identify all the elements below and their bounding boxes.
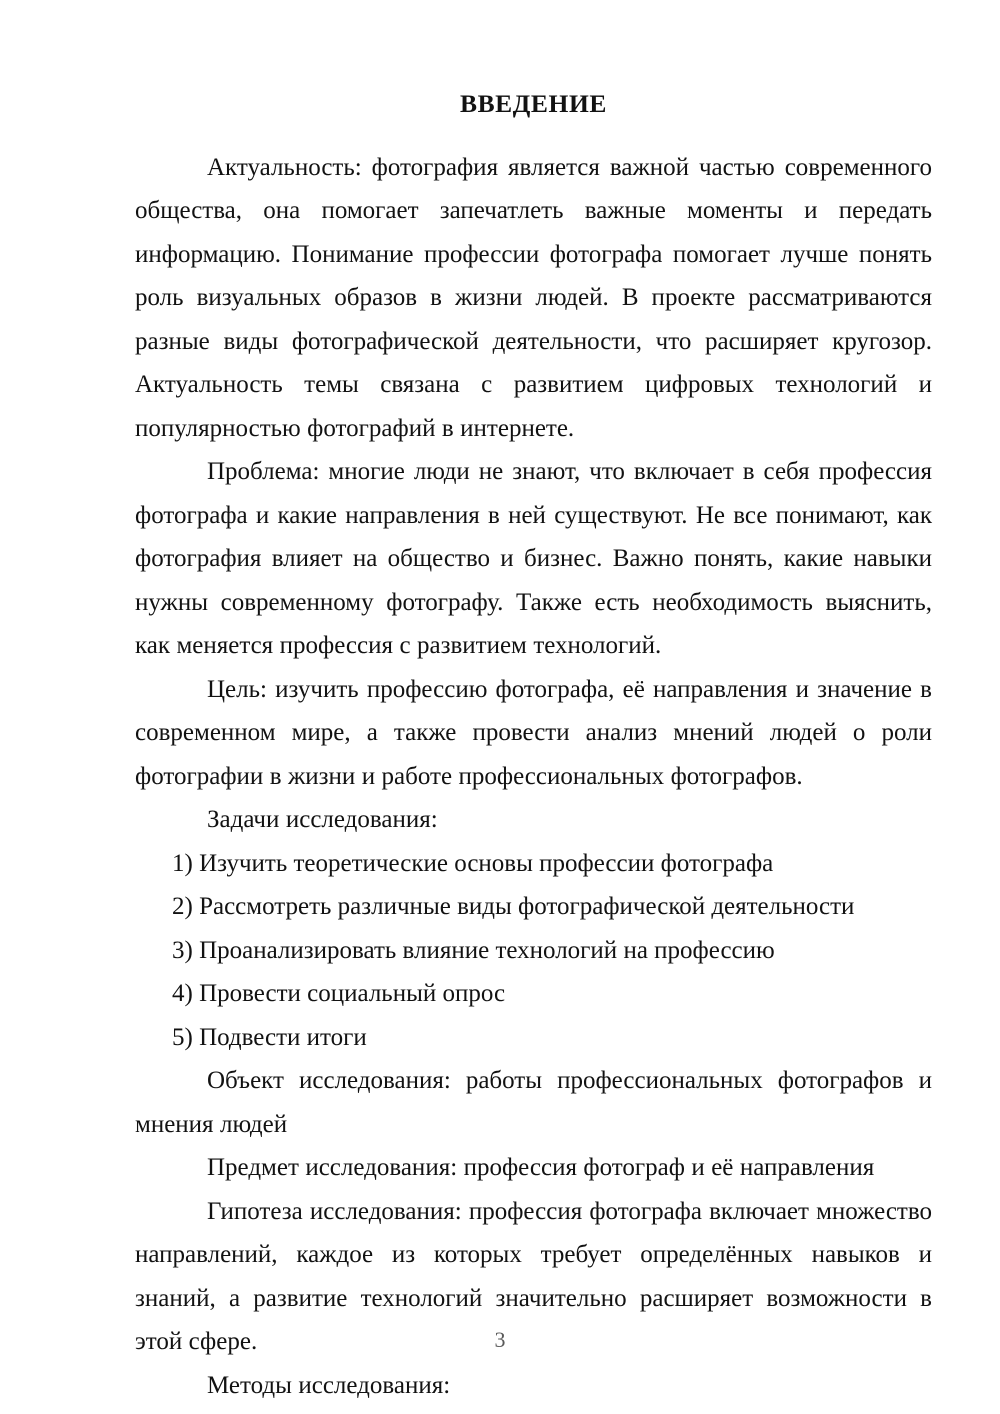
list-item: 1) Изучить теоретические основы профессии фотографа — [172, 849, 774, 877]
paragraph-relevance: Актуальность: фотография является важной частью современного общества, она помогает запечатлеть важные моменты и передать информацию. Понимание профессии фотографа помогает лучше понять роль визуальных образов в жизни людей. В проекте рассматриваются разные виды фотографической деятельности, что расширяет кругозор. Актуальность темы связана с развитием цифровых технологий и популярностью фотографий в интернете. — [135, 153, 932, 442]
page-number: 3 — [494, 1327, 506, 1352]
list-item: 5) Подвести итоги — [172, 1023, 367, 1051]
paragraph-hypothesis: Гипотеза исследования: профессия фотографа включает множество направлений, каждое из которых требует определённых навыков и знаний, а развитие технологий значительно расширяет возможности в этой сфере. — [135, 1197, 932, 1356]
list-item: 4) Провести социальный опрос — [172, 980, 506, 1008]
methods-heading: Методы исследования: — [207, 1371, 451, 1399]
paragraph-goal: Цель: изучить профессию фотографа, её направления и значение в современном мире, а также провести анализ мнений людей о роли фотографии в жизни и работе профессиональных фотографов. — [135, 675, 932, 790]
tasks-list — [135, 842, 932, 1060]
paragraph-object: Объект исследования: работы профессиональных фотографов и мнения людей — [135, 1067, 932, 1138]
list-item: 2) Рассмотреть различные виды фотографической деятельности — [172, 893, 855, 921]
paragraph-subject: Предмет исследования: профессия фотограф и её направления — [207, 1154, 875, 1182]
paragraph-problem: Проблема: многие люди не знают, что включает в себя профессия фотографа и какие направления в ней существуют. Не все понимают, как фотография влияет на общество и бизнес. Важно понять, какие навыки нужны современному фотографу. Также есть необходимость выяснить, как меняется профессия с развитием технологий. — [135, 458, 932, 660]
list-item: 3) Проанализировать влияние технологий на профессию — [172, 936, 775, 964]
page-title: ВВЕДЕНИЕ — [459, 89, 608, 118]
document-body — [135, 88, 932, 1407]
tasks-heading: Задачи исследования: — [207, 806, 438, 834]
